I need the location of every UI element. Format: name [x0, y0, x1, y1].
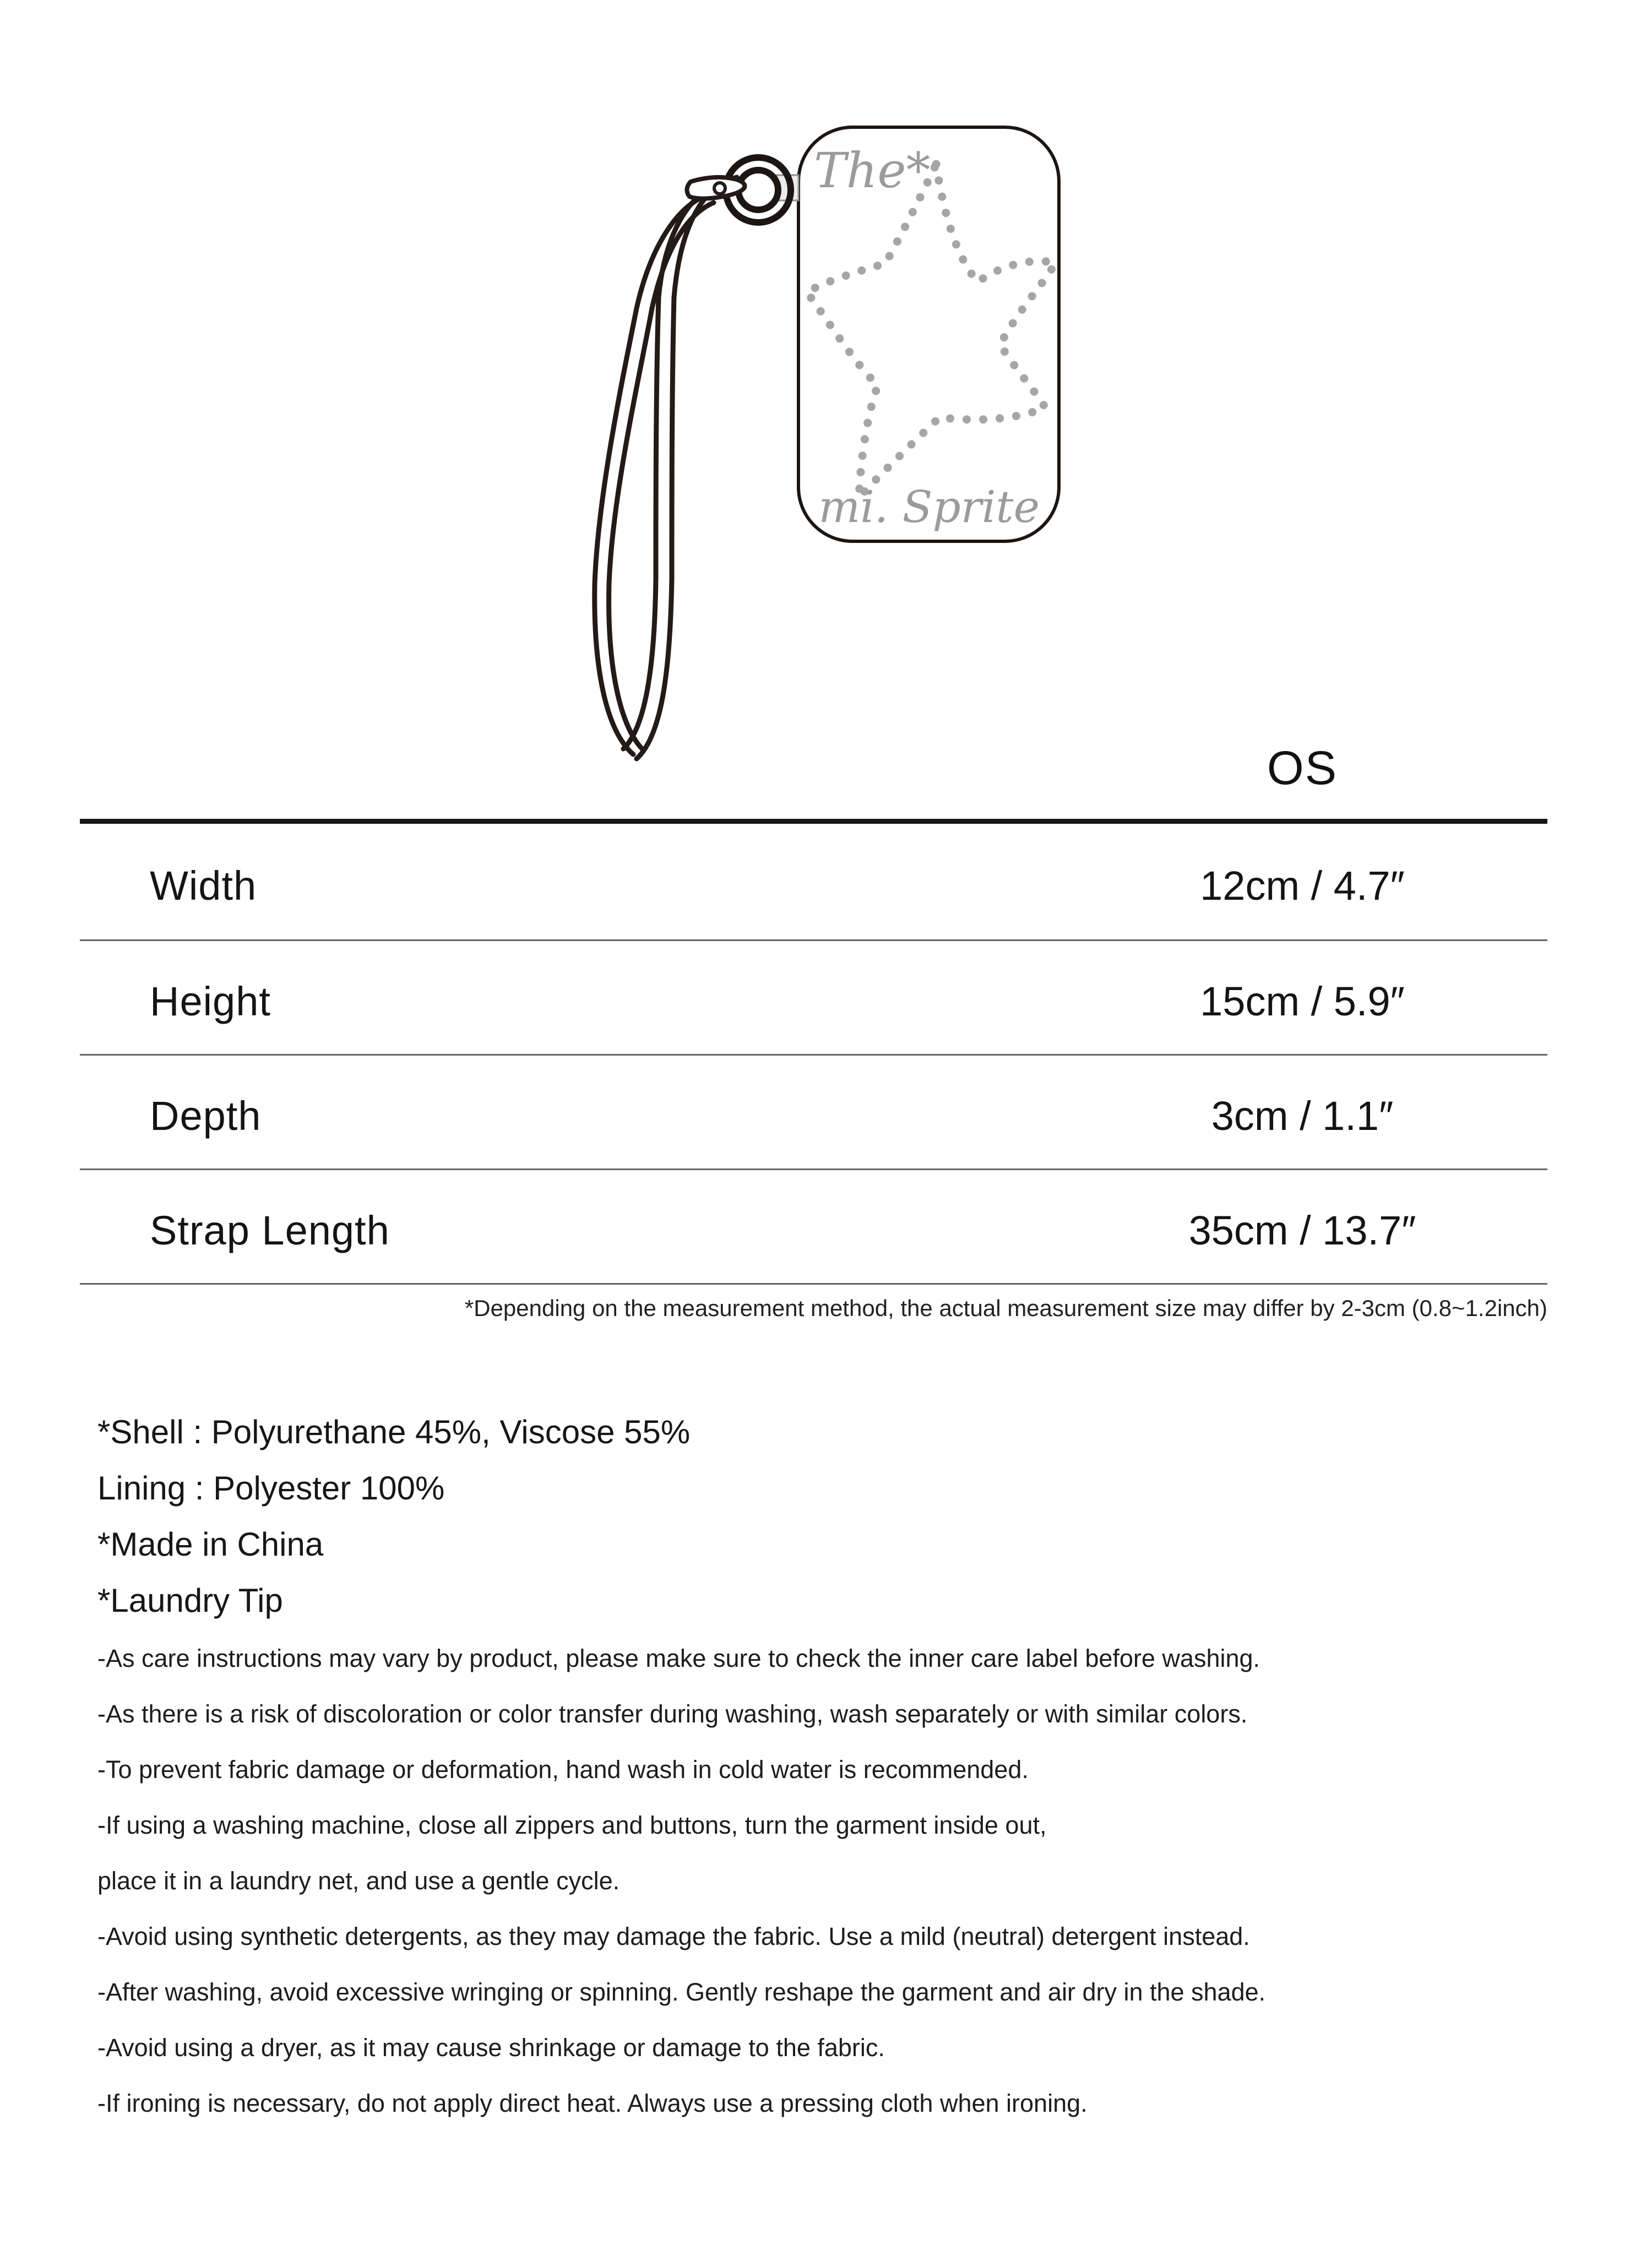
- laundry-tip-item: -Avoid using a dryer, as it may cause shrinkage or damage to the fabric.: [97, 2034, 885, 2062]
- lining-material-line: Lining : Polyester 100%: [97, 1470, 445, 1507]
- laundry-tip-item: -If using a washing machine, close all zippers and buttons, turn the garment inside out,: [97, 1811, 1047, 1839]
- size-row-label-depth: Depth: [150, 1093, 262, 1139]
- laundry-tip-item: -Avoid using synthetic detergents, as they may damage the fabric. Use a mild (neutral) detergent instead.: [97, 1922, 1250, 1950]
- size-row-value-strap-length: 35cm / 13.7″: [1188, 1208, 1416, 1253]
- table-row-rule: [80, 1054, 1547, 1056]
- measurement-note: *Depending on the measurement method, the actual measurement size may differ by 2-3cm (0.8~1.2inch): [464, 1295, 1547, 1321]
- clasp-hole: [714, 183, 725, 194]
- size-row-label-strap-length: Strap Length: [150, 1208, 390, 1253]
- shell-material-line: *Shell : Polyurethane 45%, Viscose 55%: [97, 1414, 691, 1450]
- table-row-rule: [80, 939, 1547, 941]
- laundry-tip-title: *Laundry Tip: [97, 1582, 283, 1619]
- table-top-rule: [80, 819, 1547, 824]
- laundry-tip-item: -As care instructions may vary by product, please make sure to check the inner care label before washing.: [97, 1644, 1260, 1672]
- laundry-tip-item: place it in a laundry net, and use a gentle cycle.: [97, 1867, 620, 1895]
- size-row-value-width: 12cm / 4.7″: [1200, 863, 1405, 909]
- table-row-rule: [80, 1168, 1547, 1170]
- size-row-label-height: Height: [150, 979, 271, 1024]
- laundry-tip-item: -As there is a risk of discoloration or color transfer during washing, wash separately or with similar colors.: [97, 1700, 1248, 1728]
- size-row-value-depth: 3cm / 1.1″: [1211, 1093, 1394, 1139]
- table-bottom-rule: [80, 1283, 1547, 1285]
- origin-line: *Made in China: [97, 1526, 324, 1563]
- laundry-tip-item: -If ironing is necessary, do not apply direct heat. Always use a pressing cloth when ironing.: [97, 2089, 1088, 2117]
- size-row-label-width: Width: [150, 863, 257, 909]
- size-column-header: OS: [1267, 742, 1338, 795]
- brand-script-top: The*: [814, 142, 931, 199]
- strap-cord: [595, 177, 737, 759]
- size-row-value-height: 15cm / 5.9″: [1200, 979, 1405, 1024]
- product-illustration: [573, 116, 1079, 771]
- brand-script-bottom: mi. Sprite: [818, 481, 1040, 532]
- laundry-tip-item: -After washing, avoid excessive wringing or spinning. Gently reshape the garment and air dry in the shade.: [97, 1978, 1266, 2006]
- laundry-tip-item: -To prevent fabric damage or deformation, hand wash in cold water is recommended.: [97, 1755, 1029, 1784]
